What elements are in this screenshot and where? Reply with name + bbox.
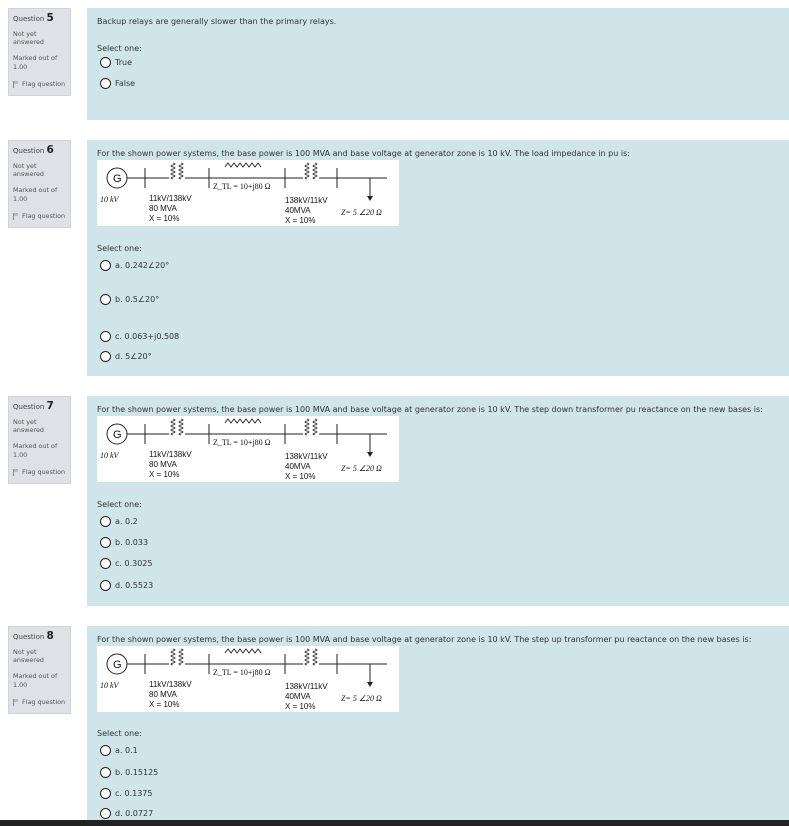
- generator-voltage-label: 10 kV: [100, 195, 119, 204]
- line-impedance-label: Z_TL = 10+j80 Ω: [213, 668, 271, 677]
- transformer2-reactance: X = 10%: [285, 702, 316, 711]
- question-number: Question 7: [13, 400, 54, 412]
- transformer2-mva: 40MVA: [285, 462, 311, 471]
- answer-option[interactable]: a. 0.242∠20°: [100, 260, 169, 271]
- radio-button[interactable]: [100, 788, 111, 799]
- flag-question-link[interactable]: Flag question: [13, 212, 66, 220]
- question-text: For the shown power systems, the base power is 100 MVA and base voltage at generator zone is 10 kV. The step down transformer pu reactance on the new bases is:: [97, 405, 763, 414]
- question-info-5: [8, 8, 71, 96]
- question-state: Not yet answered: [13, 647, 44, 664]
- question-mark: Marked out of 1.00: [13, 442, 58, 459]
- question-info-6: [8, 140, 71, 228]
- answer-option[interactable]: b. 0.033: [100, 537, 148, 548]
- answer-option[interactable]: a. 0.2: [100, 516, 138, 527]
- select-one-label: Select one:: [97, 729, 142, 738]
- select-one-label: Select one:: [97, 244, 142, 253]
- transformer1-rating: 11kV/138kV: [149, 680, 192, 689]
- question-state: Not yet answered: [13, 417, 44, 434]
- transformer1-mva: 80 MVA: [149, 690, 177, 699]
- question-content-6: [87, 140, 789, 376]
- question-mark: Marked out of 1.00: [13, 186, 58, 203]
- transformer2-reactance: X = 10%: [285, 472, 316, 481]
- radio-button[interactable]: [100, 516, 111, 527]
- select-one-label: Select one:: [97, 500, 142, 509]
- question-text: For the shown power systems, the base power is 100 MVA and base voltage at generator zone is 10 kV. The step up transformer pu reactance on the new bases is:: [97, 635, 752, 644]
- power-system-diagram: [97, 416, 399, 482]
- question-mark: Marked out of 1.00: [13, 672, 58, 689]
- radio-button[interactable]: [100, 537, 111, 548]
- transformer2-mva: 40MVA: [285, 206, 311, 215]
- question-state: Not yet answered: [13, 29, 44, 46]
- generator-voltage-label: 10 kV: [100, 451, 119, 460]
- transformer2-rating: 138kV/11kV: [285, 196, 328, 205]
- transformer1-reactance: X = 10%: [149, 470, 180, 479]
- transformer2-rating: 138kV/11kV: [285, 452, 328, 461]
- diagram-svg: [97, 160, 399, 226]
- question-content-8: [87, 626, 789, 820]
- question-number: Question 8: [13, 630, 54, 642]
- flag-icon: [13, 469, 19, 476]
- power-system-diagram: [97, 160, 399, 226]
- question-mark: Marked out of 1.00: [13, 54, 58, 71]
- power-system-diagram: [97, 646, 399, 712]
- question-text: For the shown power systems, the base power is 100 MVA and base voltage at generator zone is 10 kV. The load impedance in pu is:: [97, 149, 630, 158]
- answer-option[interactable]: a. 0.1: [100, 745, 138, 756]
- transformer1-reactance: X = 10%: [149, 214, 180, 223]
- question-state: Not yet answered: [13, 161, 44, 178]
- load-arrow: [367, 682, 373, 687]
- question-text: Backup relays are generally slower than the primary relays.: [97, 17, 337, 26]
- radio-button[interactable]: [100, 558, 111, 569]
- answer-option[interactable]: b. 0.5∠20°: [100, 294, 159, 305]
- flag-question-link[interactable]: Flag question: [13, 698, 66, 706]
- radio-button[interactable]: [100, 57, 111, 68]
- transformer1-mva: 80 MVA: [149, 460, 177, 469]
- generator-label: G: [113, 429, 122, 441]
- radio-button[interactable]: [100, 294, 111, 305]
- load-impedance-label: Z= 5 ∠20 Ω: [341, 464, 382, 473]
- question-number: Question 6: [13, 144, 54, 156]
- answer-option[interactable]: c. 0.1375: [100, 788, 152, 799]
- transformer2-rating: 138kV/11kV: [285, 682, 328, 691]
- question-content-7: [87, 396, 789, 606]
- answer-option[interactable]: c. 0.3025: [100, 558, 152, 569]
- select-one-label: Select one:: [97, 44, 142, 53]
- flag-icon: [13, 213, 19, 220]
- answer-option[interactable]: b. 0.15125: [100, 767, 158, 778]
- load-impedance-label: Z= 5 ∠20 Ω: [341, 208, 382, 217]
- transformer2-reactance: X = 10%: [285, 216, 316, 225]
- line-impedance-label: Z_TL = 10+j80 Ω: [213, 182, 271, 191]
- radio-button[interactable]: [100, 78, 111, 89]
- transformer1-rating: 11kV/138kV: [149, 194, 192, 203]
- question-number: Question 5: [13, 12, 54, 24]
- answer-option[interactable]: d. 0.5523: [100, 580, 153, 591]
- generator-label: G: [113, 659, 122, 671]
- line-impedance-symbol: [225, 419, 261, 423]
- generator-label: G: [113, 173, 122, 185]
- load-impedance-label: Z= 5 ∠20 Ω: [341, 694, 382, 703]
- answer-option[interactable]: True: [100, 57, 132, 68]
- radio-button[interactable]: [100, 808, 111, 819]
- diagram-svg: [97, 646, 399, 712]
- question-info-7: [8, 396, 71, 484]
- line-impedance-label: Z_TL = 10+j80 Ω: [213, 438, 271, 447]
- transformer1-mva: 80 MVA: [149, 204, 177, 213]
- radio-button[interactable]: [100, 260, 111, 271]
- radio-button[interactable]: [100, 331, 111, 342]
- flag-question-link[interactable]: Flag question: [13, 80, 66, 88]
- line-impedance-symbol: [225, 649, 261, 653]
- load-arrow: [367, 196, 373, 201]
- transformer1-reactance: X = 10%: [149, 700, 180, 709]
- transformer2-mva: 40MVA: [285, 692, 311, 701]
- flag-icon: [13, 81, 19, 88]
- answer-option[interactable]: d. 5∠20°: [100, 351, 152, 362]
- answer-option[interactable]: False: [100, 78, 135, 89]
- answer-option[interactable]: c. 0.063+j0.508: [100, 331, 179, 342]
- question-info-8: [8, 626, 71, 714]
- transformer1-rating: 11kV/138kV: [149, 450, 192, 459]
- horizontal-scrollbar[interactable]: [0, 820, 789, 826]
- flag-question-link[interactable]: Flag question: [13, 468, 66, 476]
- radio-button[interactable]: [100, 767, 111, 778]
- radio-button[interactable]: [100, 351, 111, 362]
- flag-icon: [13, 699, 19, 706]
- line-impedance-symbol: [225, 163, 261, 167]
- radio-button[interactable]: [100, 580, 111, 591]
- generator-voltage-label: 10 kV: [100, 681, 119, 690]
- question-content-5: [87, 8, 789, 120]
- diagram-svg: [97, 416, 399, 482]
- load-arrow: [367, 452, 373, 457]
- radio-button[interactable]: [100, 745, 111, 756]
- answer-option[interactable]: d. 0.0727: [100, 808, 153, 819]
